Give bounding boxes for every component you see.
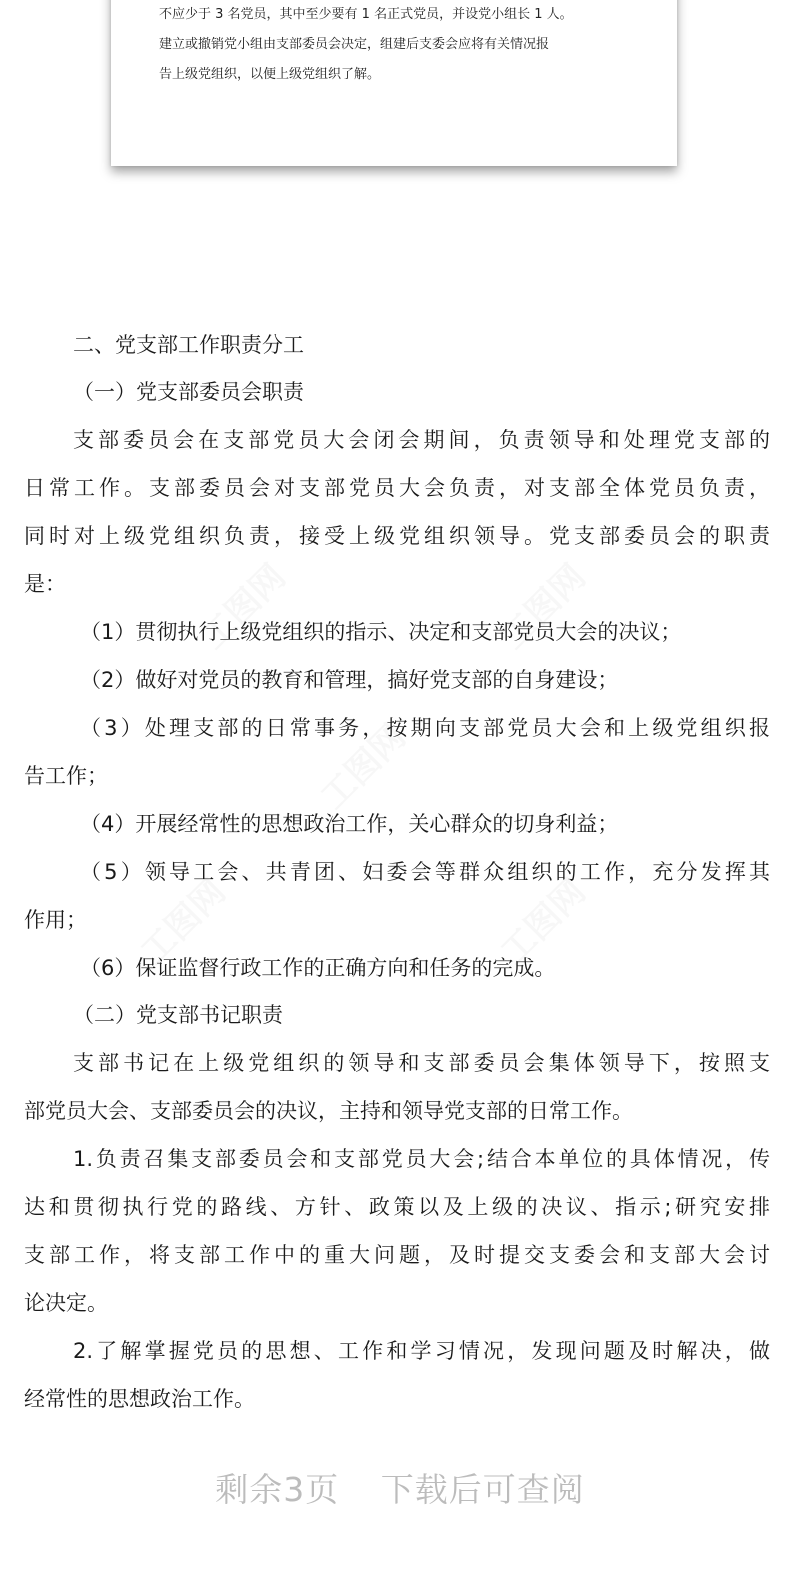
list-item: （4）开展经常性的思想政治工作，关心群众的切身利益； [80, 812, 619, 836]
list-item: （1）贯彻执行上级党组织的指示、决定和支部党员大会的决议； [80, 620, 682, 644]
paragraph-line: 部党员大会、支部委员会的决议，主持和领导党支部的日常工作。 [24, 1099, 633, 1123]
paragraph-line: 经常性的思想政治工作。 [24, 1387, 255, 1411]
paragraph-line: 1.负责召集支部委员会和支部党员大会;结合本单位的具体情况，传 [73, 1147, 770, 1171]
list-item: （6）保证监督行政工作的正确方向和任务的完成。 [80, 956, 556, 980]
preview-line: 建立或撤销党小组由支部委员会决定，组建后支委会应将有关情况报 [159, 37, 550, 52]
page-preview-card [111, 0, 677, 166]
list-item: 告工作； [24, 764, 108, 788]
preview-line: 不应少于 3 名党员，其中至少要有 1 名正式党员，并设党小组长 1 人。 [159, 7, 573, 22]
paragraph-line: 论决定。 [24, 1291, 108, 1315]
subsection-heading: （一）党支部委员会职责 [73, 380, 304, 404]
watermark: 工图网 [193, 556, 294, 658]
watermark: 工图网 [133, 871, 234, 973]
paragraph-line: 日常工作。支部委员会对支部党员大会负责，对支部全体党员负责， [24, 476, 770, 500]
subsection-heading: （二）党支部书记职责 [73, 1003, 283, 1027]
paragraph-line: 支部书记在上级党组织的领导和支部委员会集体领导下，按照支 [73, 1051, 770, 1075]
watermark: 工图网 [493, 871, 594, 973]
paragraph-line: 是： [24, 572, 66, 596]
paragraph-line: 支部委员会在支部党员大会闭会期间，负责领导和处理党支部的 [73, 428, 770, 452]
list-item: （5）领导工会、共青团、妇委会等群众组织的工作，充分发挥其 [80, 860, 770, 884]
paragraph-line: 达和贯彻执行党的路线、方针、政策以及上级的决议、指示;研究安排 [24, 1195, 770, 1219]
list-item: 作用； [24, 908, 87, 932]
paragraph-line: 支部工作，将支部工作中的重大问题，及时提交支委会和支部大会讨 [24, 1243, 770, 1267]
watermark: 工图网 [313, 716, 414, 818]
watermark: 工图网 [493, 556, 594, 658]
paragraph-line: 同时对上级党组织负责，接受上级党组织领导。党支部委员会的职责 [24, 524, 770, 548]
list-item: （3）处理支部的日常事务，按期向支部党员大会和上级党组织报 [80, 716, 770, 740]
list-item: （2）做好对党员的教育和管理，搞好党支部的自身建设； [80, 668, 619, 692]
remaining-pages-download-prompt[interactable]: 剩余3页 下载后可查阅 [215, 1470, 585, 1509]
preview-line: 告上级党组织，以便上级党组织了解。 [159, 67, 381, 82]
section-heading: 二、党支部工作职责分工 [73, 333, 304, 357]
paragraph-line: 2.了解掌握党员的思想、工作和学习情况，发现问题及时解决，做 [73, 1339, 770, 1363]
